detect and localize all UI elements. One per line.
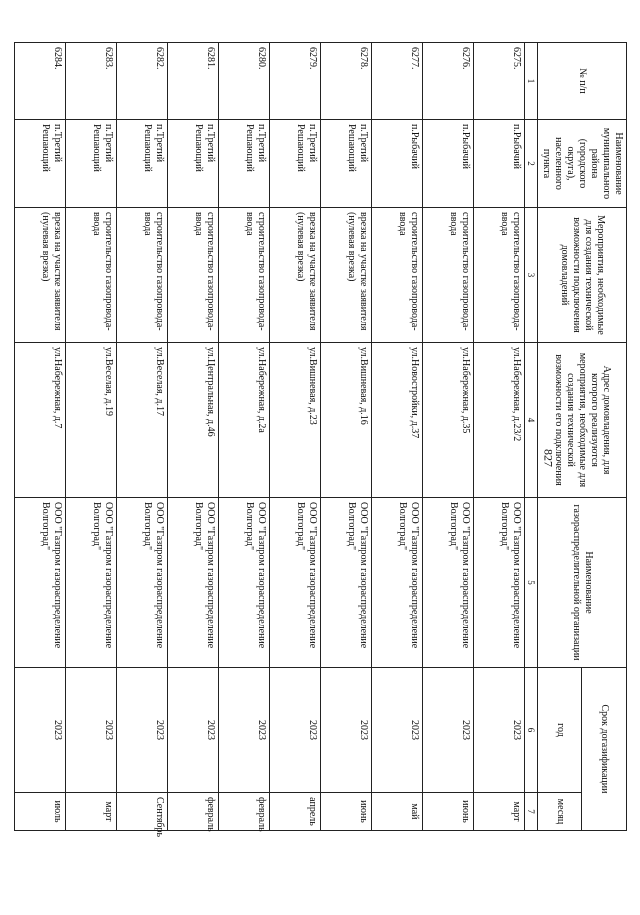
col-number: 5 (525, 498, 538, 668)
row-org: ООО "Газпром газораспределение Волгоград" (474, 498, 525, 668)
row-month: июнь (321, 793, 372, 831)
table-row (15, 43, 66, 883)
row-org: ООО "Газпром газораспределение Волгоград" (270, 498, 321, 668)
row-month: март (66, 793, 117, 831)
header-year: год (538, 668, 583, 793)
table-row (219, 43, 270, 883)
rotated-table-region (40, 42, 627, 882)
row-year: 2023 (168, 668, 219, 793)
row-measure: строительство газопровода-ввода (168, 208, 219, 343)
row-number: 6279. (270, 43, 321, 120)
row-address: ул.Набережная, д.23/2 (474, 343, 525, 498)
row-month: февраль (168, 793, 219, 831)
row-org: ООО "Газпром газораспределение Волгоград" (66, 498, 117, 668)
row-org: ООО "Газпром газораспределение Волгоград" (117, 498, 168, 668)
table-row (321, 43, 372, 883)
row-month: май (372, 793, 423, 831)
header-month: месяц (538, 793, 583, 831)
row-year: 2023 (117, 668, 168, 793)
table-row (372, 43, 423, 883)
row-measure: врезка на участке заявителя (нулевая врезка) (270, 208, 321, 343)
row-month: июнь (423, 793, 474, 831)
row-number: 6275. (474, 43, 525, 120)
row-place: п.Третий Решающий (66, 120, 117, 208)
table-wrapper (40, 42, 627, 882)
row-measure: строительство газопровода-ввода (423, 208, 474, 343)
row-address: ул.Веселая, д.19 (66, 343, 117, 498)
row-address: ул.Вишневая, д.23 (270, 343, 321, 498)
row-year: 2023 (474, 668, 525, 793)
row-number: 6282. (117, 43, 168, 120)
col-number: 7 (525, 793, 538, 831)
row-year: 2023 (321, 668, 372, 793)
table-row (423, 43, 474, 883)
row-org: ООО "Газпром газораспределение Волгоград" (168, 498, 219, 668)
row-year: 2023 (270, 668, 321, 793)
col-number: 3 (525, 208, 538, 343)
row-measure: строительство газопровода-ввода (66, 208, 117, 343)
row-address: ул.Центральная, д.46 (168, 343, 219, 498)
row-address: ул.Веселая, д.17 (117, 343, 168, 498)
header-measures: Мероприятия, необходимые для создания технической возможности подключения домовладений (538, 208, 627, 343)
table-body (15, 43, 525, 883)
row-address: ул.Набережная, д.2а (219, 343, 270, 498)
row-address: ул.Новостройки, д.37 (372, 343, 423, 498)
row-measure: врезка на участке заявителя (нулевая врезка) (321, 208, 372, 343)
row-place: п.Третий Решающий (168, 120, 219, 208)
header-address: Адрес домовладения, для которого реализуются мероприятия, необходимые для создания технической возможности его подключения (538, 343, 627, 498)
row-number: 6277. (372, 43, 423, 120)
table-row (66, 43, 117, 883)
row-org: ООО "Газпром газораспределение Волгоград" (219, 498, 270, 668)
row-address: ул.Вишневая, д.16 (321, 343, 372, 498)
col-number: 6 (525, 668, 538, 793)
row-measure: строительство газопровода-ввода (219, 208, 270, 343)
row-number: 6276. (423, 43, 474, 120)
table-row (117, 43, 168, 883)
table-header (525, 43, 627, 883)
row-place: п.Рыбачий (372, 120, 423, 208)
table-row (168, 43, 219, 883)
gasification-table (14, 42, 627, 883)
header-term: Срок догазификации (582, 668, 627, 831)
row-org: ООО "Газпром газораспределение Волгоград" (423, 498, 474, 668)
row-number: 6278. (321, 43, 372, 120)
header-no: № п/п (538, 43, 627, 120)
row-number: 6283. (66, 43, 117, 120)
row-month: март (474, 793, 525, 831)
row-org: ООО "Газпром газораспределение Волгоград" (372, 498, 423, 668)
page-number: 827 (541, 449, 556, 467)
row-org: ООО "Газпром газораспределение Волгоград" (321, 498, 372, 668)
header-district: Наименование муниципального района (городского округа), населенного пункта (538, 120, 627, 208)
row-measure: строительство газопровода-ввода (372, 208, 423, 343)
row-measure: строительство газопровода-ввода (474, 208, 525, 343)
row-place: п.Рыбачий (423, 120, 474, 208)
row-year: 2023 (423, 668, 474, 793)
col-number: 4 (525, 343, 538, 498)
row-address: ул.Набережная, д.35 (423, 343, 474, 498)
row-number: 6280. (219, 43, 270, 120)
row-month: апрель (270, 793, 321, 831)
row-year: 2023 (66, 668, 117, 793)
row-address: ул.Набережная, д.7 (15, 343, 66, 498)
col-number: 2 (525, 120, 538, 208)
table-row (270, 43, 321, 883)
row-month: февраль (219, 793, 270, 831)
header-org: Наименование газораспределительной организации (538, 498, 627, 668)
row-place: п.Третий Решающий (321, 120, 372, 208)
row-year: 2023 (372, 668, 423, 793)
row-place: п.Рыбачий (474, 120, 525, 208)
row-year: 2023 (219, 668, 270, 793)
row-place: п.Третий Решающий (15, 120, 66, 208)
row-number: 6281. (168, 43, 219, 120)
table-row (474, 43, 525, 883)
row-month: Сентябрь (117, 793, 168, 831)
row-org: ООО "Газпром газораспределение Волгоград" (15, 498, 66, 668)
row-month: июль (15, 793, 66, 831)
row-measure: строительство газопровода-ввода (117, 208, 168, 343)
row-year: 2023 (15, 668, 66, 793)
row-measure: врезка на участке заявителя (нулевая врезка) (15, 208, 66, 343)
col-number: 1 (525, 43, 538, 120)
row-place: п.Третий Решающий (117, 120, 168, 208)
row-place: п.Третий Решающий (270, 120, 321, 208)
row-place: п.Третий Решающий (219, 120, 270, 208)
row-number: 6284. (15, 43, 66, 120)
